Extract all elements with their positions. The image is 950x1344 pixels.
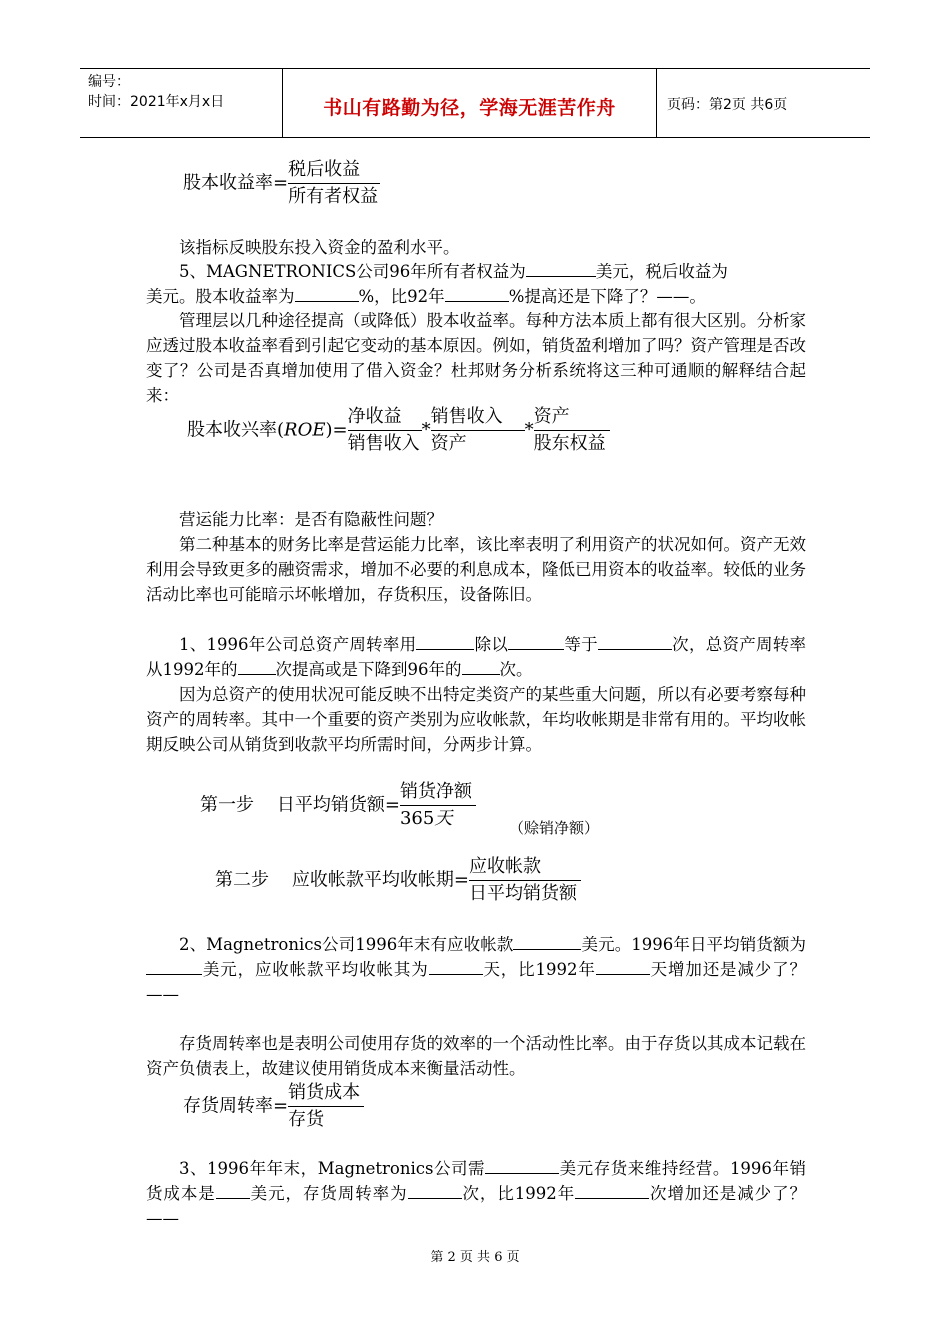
answer-blank[interactable] xyxy=(513,933,581,950)
answer-blank[interactable] xyxy=(445,285,509,302)
days-unit: 天 xyxy=(434,808,453,829)
q1-text-d: 次，总资产周转率从1992年的 xyxy=(146,635,806,679)
answer-blank[interactable] xyxy=(416,633,474,650)
q3-text-e: 次增加还是减少了？—— xyxy=(146,1184,807,1228)
answer-blank[interactable] xyxy=(216,1182,250,1199)
paragraph-inventory: 存货周转率也是表明公司使用存货的效率的一个活动性比率。由于存货以其成本记载在资产负债表上，故建议使用销货成本来衡量活动性。 xyxy=(146,1034,806,1078)
inventory-turnover-formula xyxy=(183,1081,364,1132)
fraction-numerator: 销售收入 xyxy=(431,405,525,431)
q2-text-e: 天增加还是减少了？—— xyxy=(146,960,807,1004)
fraction-denominator: 日平均销货额 xyxy=(468,883,577,904)
dupont-lhs: 股本收兴率( xyxy=(187,419,285,441)
q1-text-f: 次。 xyxy=(499,660,533,679)
fraction-denominator: 所有者权益 xyxy=(288,186,379,207)
answer-blank[interactable] xyxy=(575,1182,649,1199)
question-1 xyxy=(146,632,806,682)
number-label: 编号： xyxy=(88,74,130,90)
section-heading-operating: 营运能力比率：是否有隐蔽性问题？ xyxy=(179,510,443,529)
page-footer: 第 2 页 共 6 页 xyxy=(430,1250,520,1265)
fraction-denominator: 存货 xyxy=(288,1109,325,1130)
q2-text-a: 2、Magnetronics公司1996年末有应收帐款 xyxy=(179,935,514,954)
inventory-fraction xyxy=(288,1081,364,1132)
step1-formula xyxy=(200,780,476,831)
formula-fraction xyxy=(288,158,380,209)
q5-text-d: %，比92年 xyxy=(358,287,445,306)
profit-margin-fraction xyxy=(348,405,422,456)
fraction-numerator: 销货成本 xyxy=(288,1081,364,1107)
equity-multiplier-fraction xyxy=(534,405,610,456)
fraction-numerator: 应收帐款 xyxy=(469,855,581,881)
multiply-sign: * xyxy=(524,419,534,441)
fraction-numerator: 净收益 xyxy=(348,405,422,431)
answer-blank[interactable] xyxy=(238,658,276,675)
answer-blank[interactable] xyxy=(146,958,202,975)
step2-formula xyxy=(215,855,581,906)
step1-lhs: 第一步 日平均销货额= xyxy=(200,794,400,816)
fraction-denominator: 资产 xyxy=(430,433,467,454)
dupont-equals: )= xyxy=(325,419,348,441)
question-3 xyxy=(146,1156,806,1231)
q5-text-b: 美元，税后收益为 xyxy=(595,262,728,281)
header-page-info: 页码：第2页 共6页 xyxy=(667,97,788,113)
answer-blank[interactable] xyxy=(598,633,672,650)
fraction-numerator: 资产 xyxy=(534,405,610,431)
page-header xyxy=(80,68,870,138)
q1-text-c: 等于 xyxy=(564,635,598,654)
q1-text-a: 1、1996年公司总资产周转率用 xyxy=(179,635,417,654)
answer-blank[interactable] xyxy=(462,658,500,675)
fraction-denominator: 股东权益 xyxy=(533,433,606,454)
q3-text-c: 美元，存货周转率为 xyxy=(249,1184,408,1203)
answer-blank[interactable] xyxy=(408,1182,462,1199)
fraction-numerator: 销货净额 xyxy=(400,780,476,806)
fraction-numerator: 税后收益 xyxy=(288,158,380,184)
header-meta-cell xyxy=(80,69,283,137)
formula-lhs: 存货周转率= xyxy=(183,1095,289,1117)
multiply-sign: * xyxy=(421,419,431,441)
paragraph-operating-ratio: 第二种基本的财务比率是营运能力比率，该比率表明了利用资产的状况如何。资产无效利用会导致更多的融资需求，增加不必要的利息成本，隆低已用资本的收益率。较低的业务活动比率也可能暗示坏帐增加，存货积压，设备陈旧。 xyxy=(146,535,806,604)
q2-text-d: 天，比1992年 xyxy=(482,960,596,979)
fraction-denominator xyxy=(400,806,476,831)
q2-text-b: 美元。1996年日平均销货额为 xyxy=(581,935,806,954)
step1-note: （赊销净额） xyxy=(509,819,600,837)
formula-lhs: 股本收益率= xyxy=(183,172,289,194)
question-5 xyxy=(146,259,806,309)
answer-blank[interactable] xyxy=(596,958,650,975)
q5-text-a: 5、MAGNETRONICS公司96年所有者权益为 xyxy=(179,262,526,281)
answer-blank[interactable] xyxy=(429,958,483,975)
q3-text-d: 次，比1992年 xyxy=(461,1184,576,1203)
days-number: 365 xyxy=(399,808,435,829)
question-2 xyxy=(146,932,806,1007)
q2-text-c: 美元，应收帐款平均收帐其为 xyxy=(202,960,429,979)
answer-blank[interactable] xyxy=(508,633,564,650)
answer-blank[interactable] xyxy=(295,285,359,302)
q5-text-c: 美元。股本收益率为 xyxy=(146,287,295,306)
time-label: 时间：2021年x月x日 xyxy=(88,94,225,110)
fraction-denominator: 销售收入 xyxy=(347,433,420,454)
roe-formula xyxy=(183,158,380,209)
step2-lhs: 第二步 应收帐款平均收帐期= xyxy=(215,869,469,891)
answer-blank[interactable] xyxy=(485,1157,559,1174)
paragraph-receivables: 因为总资产的使用状况可能反映不出特定类资产的某些重大问题，所以有必要考察每种资产的周转率。其中一个重要的资产类别为应收帐款，年均收帐期是非常有用的。平均收帐期反映公司从销货到收款平均所需时间，分两步计算。 xyxy=(146,685,806,754)
q3-text-a: 3、1996年年末，Magnetronics公司需 xyxy=(179,1159,486,1178)
dupont-formula xyxy=(187,405,610,456)
paragraph-management: 管理层以几种途径提高（或降低）股本收益率。每种方法本质上都有很大区别。分析家应透过股本收益率看到引起它变动的基本原因。例如，销货盈利增加了吗？资产管理是否改变了？公司是否真增加使用了借入资金？杜邦财务分析系统将这三种可通顺的解释结合起来： xyxy=(146,311,806,405)
q5-text-e: %提高还是下降了？——。 xyxy=(508,287,706,306)
paragraph-roe-meaning: 该指标反映股东投入资金的盈利水平。 xyxy=(179,238,460,257)
q1-text-b: 除以 xyxy=(474,635,509,654)
header-motto: 书山有路勤为径，学海无涯苦作舟 xyxy=(283,69,657,137)
step1-fraction xyxy=(400,780,476,831)
q1-text-e: 次提高或是下降到96年的 xyxy=(275,660,462,679)
asset-turnover-fraction xyxy=(431,405,525,456)
roe-symbol: ROE xyxy=(284,419,326,441)
step2-fraction xyxy=(469,855,581,906)
answer-blank[interactable] xyxy=(526,260,596,277)
q3-text-b: 美元存货来维持经营。1996年销货成本是 xyxy=(146,1159,806,1203)
